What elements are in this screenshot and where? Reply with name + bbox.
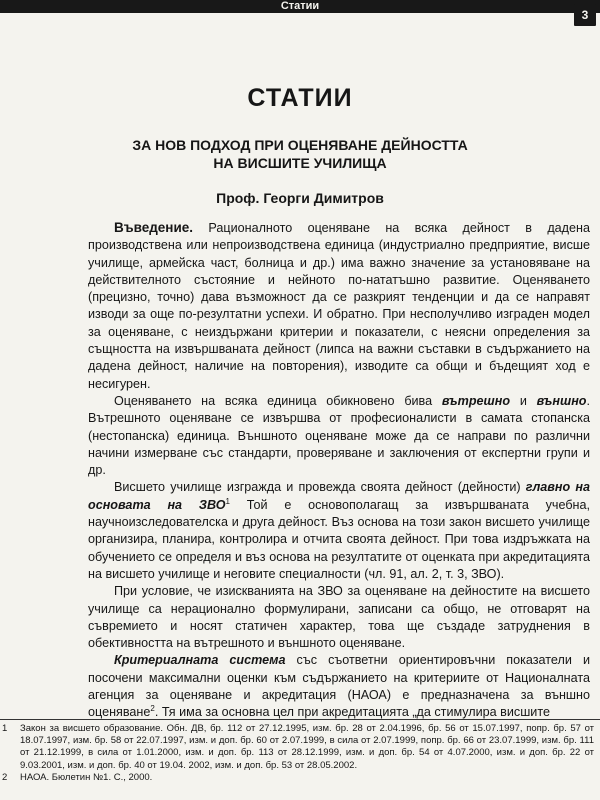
article-subtitle [0, 136, 600, 172]
paragraph-text: Той е основополагащ за извършваната учебна, научноизследователска и друга дейност. Въз основа на този закон висшето училище организира, планира, контролира и отчита своята дейност. При това издръжката на обучението се определя и въз основа на резултатите от оценката при акредитацията на висшето училище и неговите специалности (чл. 91, ал. 2, т. 3, ЗВО). [88, 497, 591, 581]
subtitle-line: ЗА НОВ ПОДХОД ПРИ ОЦЕНЯВАНЕ ДЕЙНОСТТА [132, 137, 468, 153]
paragraph-evaluation-types [88, 393, 590, 479]
emphasis-internal: вътрешно [441, 393, 511, 408]
paragraph-text: Висшето училище изгражда и провежда своята дейност (дейности) [114, 480, 526, 495]
footnote-divider [0, 719, 600, 720]
footnote-mark: 1 [2, 723, 8, 734]
paragraph-text: Рационалното оценяване на всяка дейност в дадена производствена или непроизводствена единица (индустриално предприятие, висше училище, армейска част, болница и др.) има важно значение за установяване на действителното състояние и нейното по-нататъшно развитие. Оценяването (прецизно, точно) дава възможност да се разкрият тенденции и да се направят изводи за още по-резултатни успехи. И обратно. При несполучливо изграден модел за оценяване, с неиздържани критерии и показатели, с неясни определения за същността на извършваната дейност (липса на важни съставки в съдържанието на дадена дейност, наличие на повторения), изводите са общи и бъдещият ход е несигурен. [88, 221, 590, 391]
paragraph-text: със съответни ориентировъчни показатели и посочени максимални оценки към съдържанието на критериите от Националната агенция за оценяване и акредитация (НАОА) е предназначена за външно оценяване [88, 653, 590, 720]
footnote-text: НАОА. Бюлетин №1. С., 2000. [20, 771, 153, 783]
page-title: СТАТИИ [247, 84, 353, 112]
footnote-text: Закон за висшето образование. Обн. ДВ, бр. 112 от 27.12.1995, изм. бр. 28 от 2.04.1996, бр. 56 от 15.07.1997, попр. бр. 57 от 18.07.1997, изм. бр. 58 от 22.07.1997, изм. и доп. бр. 60 от 2.07.1999, в сила от 2.07.1999, попр. бр. 66 от 23.07.1999, изм. бр. 111 от 21.12.1999, в сила от 1.01.2000, изм. и доп. бр. 113 от 28.12.1999, изм. и доп. бр. 54 от 4.07.2000, изм. и доп. бр. 22 от 9.03.2001, изм. и доп. бр. 40 от 19.04. 2002, изм. и доп. бр. 53 от 28.05.2002. [20, 723, 594, 771]
author-name: Проф. Георги Димитров [216, 190, 384, 206]
emphasis-criteria-system: Критериалната система [114, 653, 286, 668]
emphasis-zvo: главно на основата на ЗВО [88, 480, 591, 512]
footnote-mark: 2 [2, 771, 8, 783]
paragraph-text: При условие, че изискванията на ЗВО за оценяване на дейностите на висшето училище са нерационално формулирани, записани са общо, не отговарят на съвремието и носят статичен характер, това ще създаде затруднения в обективността на вътрешното и външното оценяване. [88, 584, 590, 651]
footnotes [0, 723, 594, 784]
subtitle-line: НА ВИСШИТЕ УЧИЛИЩА [213, 155, 387, 171]
footnote-2 [0, 772, 594, 784]
footnote-ref: 2 [150, 704, 155, 714]
footnote-1 [0, 723, 594, 772]
paragraph-text: и [510, 393, 537, 408]
paragraph-introduction [88, 219, 590, 393]
paragraph-zvo [88, 479, 590, 583]
intro-lead: Въведение. [114, 220, 194, 235]
footnote-ref: 1 [225, 496, 230, 506]
emphasis-external: външно [536, 393, 587, 408]
paragraph-conditions [88, 583, 590, 652]
paragraph-text: . Вътрешното оценяване се извършва от професионалисти в самата стопанска (нестопанска) единица. Външното оценяване може да се направи по различни начини измерване със стандарти, проверяване и заключения от експертни групи и др. [88, 393, 590, 478]
article-body [88, 219, 590, 722]
paragraph-text: Оценяването на всяка единица обикновено бива [114, 393, 442, 408]
running-title: Статии [280, 0, 320, 12]
paragraph-criteria [88, 652, 590, 721]
paragraph-text: . Тя има за основна цел при акредитацията „да стимулира висшите [154, 705, 550, 720]
page-number: 3 [574, 4, 596, 26]
